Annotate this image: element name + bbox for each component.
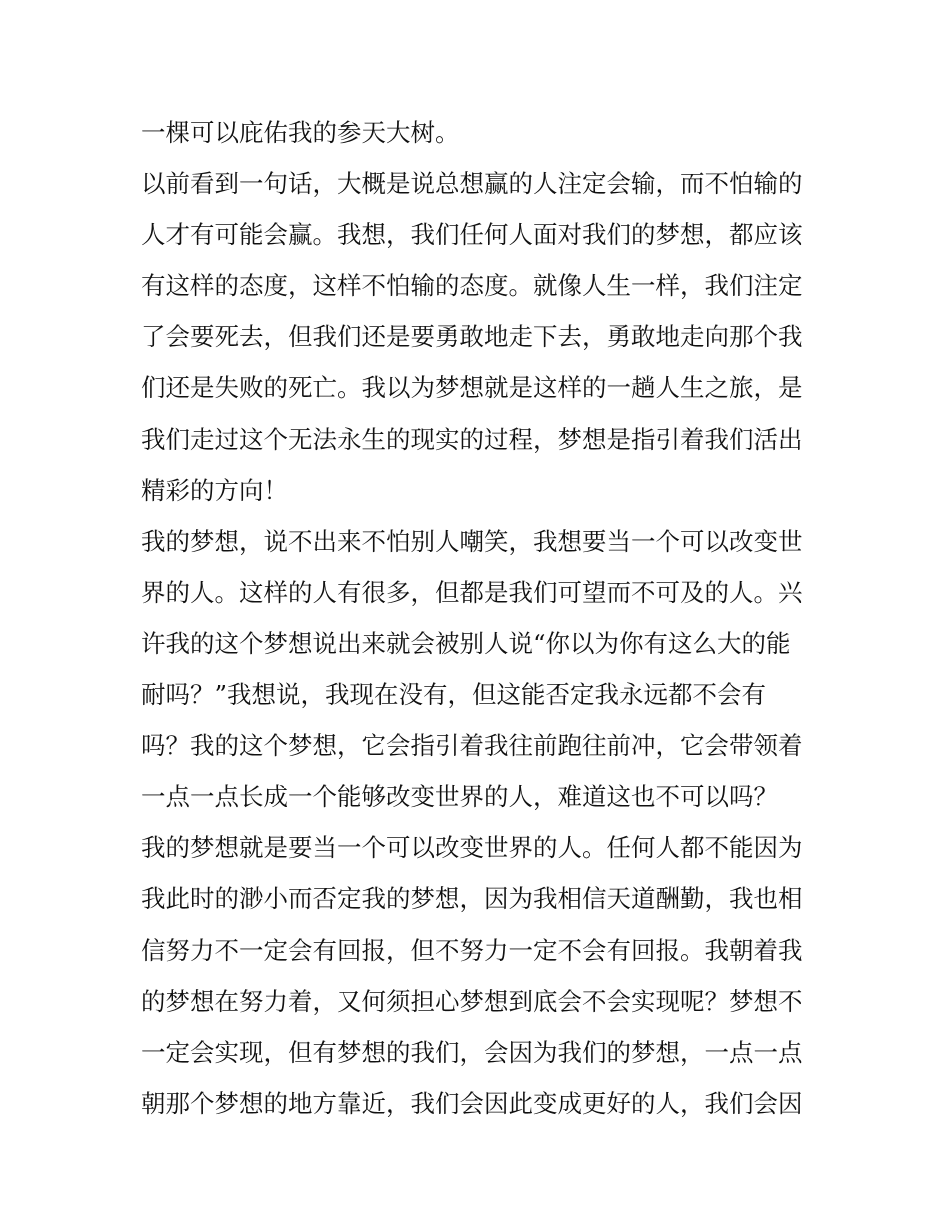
text-line: 了会要死去，但我们还是要勇敢地走下去，勇敢地走向那个我 bbox=[141, 322, 803, 352]
text-line: 一点一点长成一个能够改变世界的人，难道这也不可以吗？ bbox=[141, 782, 778, 812]
text-line: 有这样的态度，这样不怕输的态度。就像人生一样，我们注定 bbox=[141, 271, 803, 301]
text-line: 精彩的方向！ bbox=[141, 475, 288, 505]
text-line: 我们走过这个无法永生的现实的过程，梦想是指引着我们活出 bbox=[141, 424, 803, 454]
text-line: 信努力不一定会有回报，但不努力一定不会有回报。我朝着我 bbox=[141, 935, 803, 965]
text-line: 吗？我的这个梦想，它会指引着我往前跑往前冲，它会带领着 bbox=[141, 731, 803, 761]
text-line: 一棵可以庇佑我的参天大树。 bbox=[141, 118, 460, 147]
body-text bbox=[141, 107, 821, 1129]
text-line: 人才有可能会赢。我想，我们任何人面对我们的梦想，都应该 bbox=[141, 220, 803, 250]
text-line: 界的人。这样的人有很多，但都是我们可望而不可及的人。兴 bbox=[141, 577, 803, 607]
text-line: 许我的这个梦想说出来就会被别人说“你以为你有这么大的能 bbox=[141, 628, 791, 658]
text-line: 我的梦想就是要当一个可以改变世界的人。任何人都不能因为 bbox=[141, 833, 803, 863]
text-line: 以前看到一句话，大概是说总想赢的人注定会输，而不怕输的 bbox=[141, 169, 803, 199]
text-line: 我的梦想，说不出来不怕别人嘲笑，我想要当一个可以改变世 bbox=[141, 526, 803, 556]
text-line: 朝那个梦想的地方靠近，我们会因此变成更好的人，我们会因 bbox=[141, 1088, 803, 1118]
text-line: 我此时的渺小而否定我的梦想，因为我相信天道酬勤，我也相 bbox=[141, 884, 803, 914]
text-line: 一定会实现，但有梦想的我们，会因为我们的梦想，一点一点 bbox=[141, 1037, 803, 1067]
text-line: 的梦想在努力着，又何须担心梦想到底会不会实现呢？梦想不 bbox=[141, 986, 803, 1016]
text-line: 耐吗？”我想说，我现在没有，但这能否定我永远都不会有 bbox=[141, 680, 767, 710]
text-line: 们还是失败的死亡。我以为梦想就是这样的一趟人生之旅，是 bbox=[141, 373, 803, 403]
